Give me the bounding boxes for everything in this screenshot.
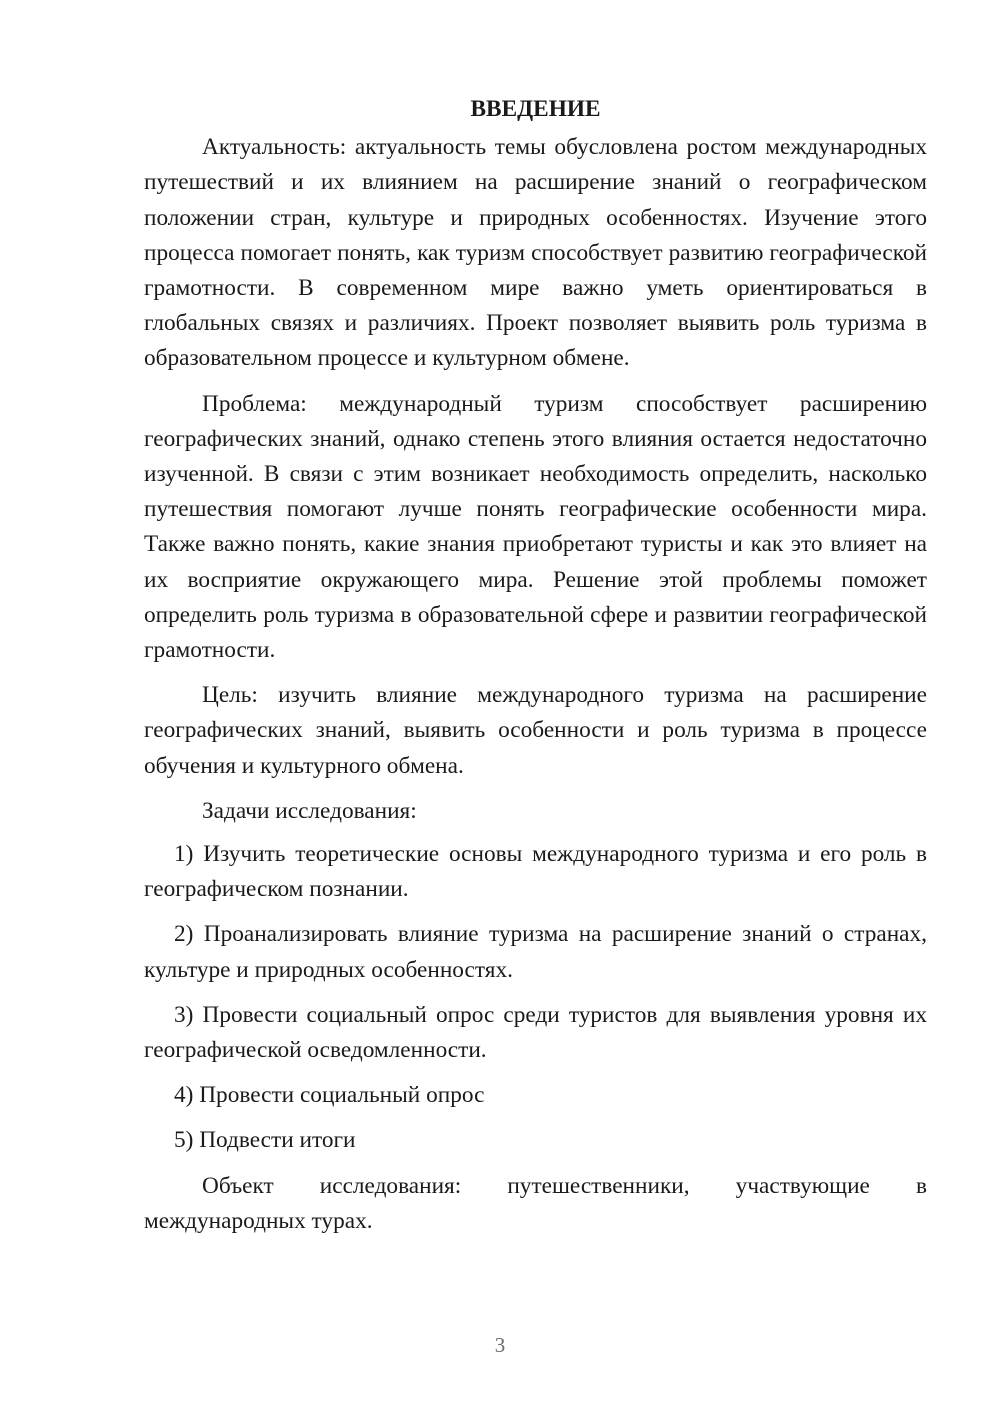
task-item: 5) Подвести итоги (174, 1127, 356, 1154)
task-item: 1) Изучить теоретические основы международного туризма и его роль в географическом познании. (144, 841, 927, 903)
tasks-label: Задачи исследования: (202, 797, 417, 824)
task-item: 2) Проанализировать влияние туризма на расширение знаний о странах, культуре и природных особенностях. (144, 921, 927, 983)
task-item: 3) Провести социальный опрос среди туристов для выявления уровня их географической осведомленности. (144, 1001, 927, 1064)
section-heading: ВВЕДЕНИЕ (470, 96, 601, 122)
task-item: 4) Провести социальный опрос (174, 1082, 485, 1109)
problem-paragraph: Проблема: международный туризм способствует расширению географических знаний, однако степень этого влияния остается недостаточно изученной. В связи с этим возникает необходимость определить, насколько путешествия помогают лучше понять географические особенности мира. Также важно понять, какие знания приобретают туристы и как это влияет на их восприятие окружающего мира. Решение этой проблемы поможет определить роль туризма в образовательной сфере и развитии географической грамотности. (144, 390, 927, 664)
object-paragraph: Объект исследования: путешественники, участвующие в международных турах. (144, 1172, 927, 1234)
page-number: 3 (494, 1333, 506, 1357)
goal-paragraph: Цель: изучить влияние международного туризма на расширение географических знаний, выявить особенности и роль туризма в процессе обучения и культурного обмена. (144, 682, 927, 779)
task-list (144, 837, 927, 1159)
relevance-paragraph: Актуальность: актуальность темы обусловлена ростом международных путешествий и их влиянием на расширение знаний о географическом положении стран, культуре и природных особенностях. Изучение этого процесса помогает понять, как туризм способствует развитию географической грамотности. В современном мире важно уметь ориентироваться в глобальных связях и различиях. Проект позволяет выявить роль туризма в образовательном процессе и культурном обмене. (144, 134, 927, 372)
document-page (144, 92, 927, 1239)
